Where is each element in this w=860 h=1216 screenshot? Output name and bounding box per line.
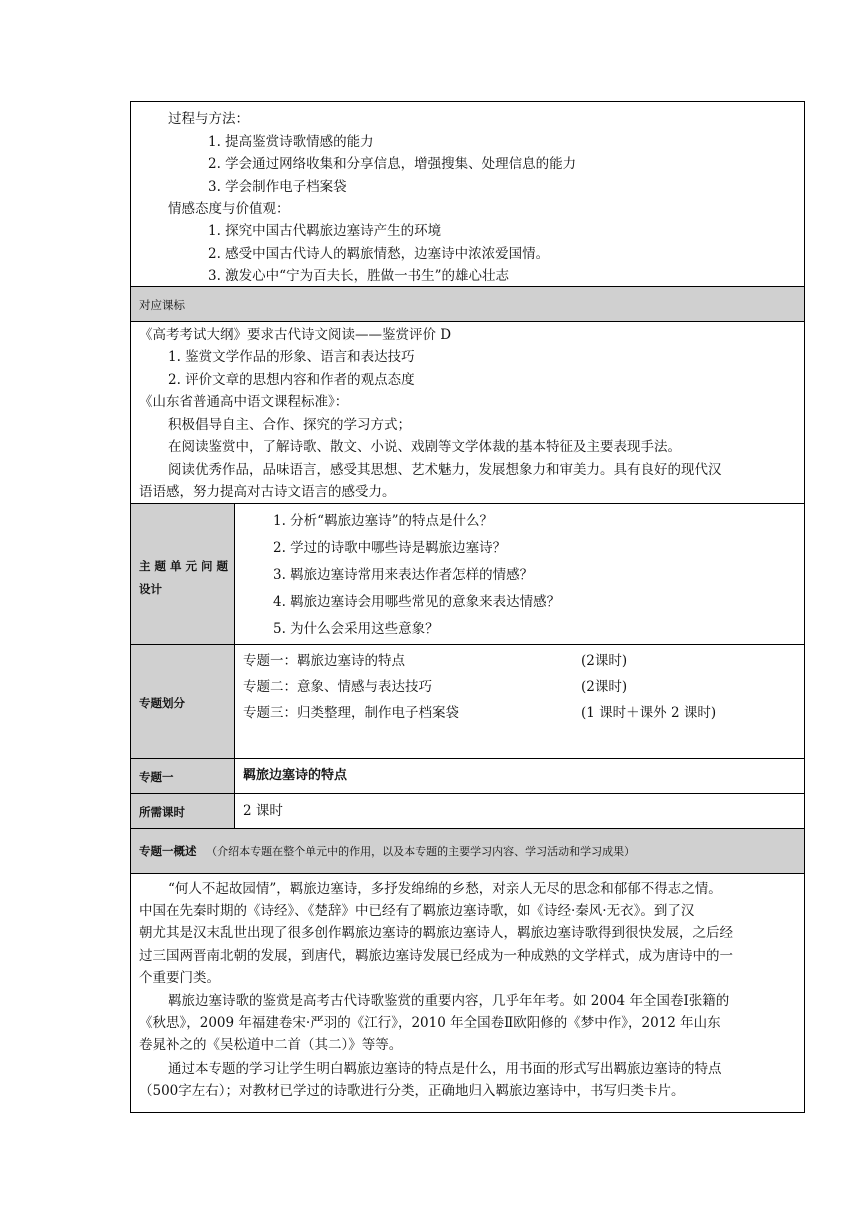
topic-hours: (2课时) bbox=[581, 679, 628, 695]
standards-content bbox=[131, 321, 804, 503]
overview-line: 羁旅边塞诗歌的鉴赏是高考古代诗歌鉴赏的重要内容，几乎年年考。如 2004 年全国卷Ⅰ张籍的 bbox=[168, 993, 730, 1009]
standards-line: 《高考考试大纲》要求古代诗文阅读——鉴赏评价 D bbox=[139, 327, 452, 343]
overview-line: 卷晁补之的《吴松道中二首（其二）》等等。 bbox=[139, 1037, 403, 1053]
hours-value: 2 课时 bbox=[243, 803, 283, 819]
objective-item: 1. 探究中国古代羁旅边塞诗产生的环境 bbox=[208, 223, 442, 239]
questions-row bbox=[131, 503, 804, 644]
topics-label: 专题划分 bbox=[139, 696, 185, 710]
column-divider bbox=[234, 504, 235, 644]
standards-line: 《山东省普通高中语文课程标准》： bbox=[139, 394, 349, 410]
question-item: 2. 学过的诗歌中哪些诗是羁旅边塞诗？ bbox=[273, 540, 507, 556]
topic1-row bbox=[131, 758, 804, 793]
overview-line: 朝尤其是汉末乱世出现了很多创作羁旅边塞诗的羁旅边塞诗人，羁旅边塞诗歌得到很快发展，之后经 bbox=[139, 925, 733, 941]
topic-name: 专题一：羁旅边塞诗的特点 bbox=[243, 653, 405, 669]
topic-name: 专题三：归类整理，制作电子档案袋 bbox=[243, 705, 459, 721]
overview-line: （500字左右）；对教材已学过的诗歌进行分类，正确地归入羁旅边塞诗中，书写归类卡片。 bbox=[139, 1083, 685, 1099]
overview-label: 专题一概述 bbox=[139, 844, 197, 858]
overview-line: 《秋思》，2009 年福建卷宋·严羽的《江行》，2010 年全国卷Ⅱ欧阳修的《梦中作》，2012 年山东 bbox=[139, 1015, 721, 1031]
overview-header bbox=[139, 843, 635, 859]
topic-hours: (2课时) bbox=[581, 653, 628, 669]
standards-header-row bbox=[131, 286, 804, 321]
overview-content bbox=[131, 873, 804, 1112]
standards-line: 2. 评价文章的思想内容和作者的观点态度 bbox=[168, 372, 415, 388]
overview-line: “何人不起故园情”，羁旅边塞诗，多抒发绵绵的乡愁，对亲人无尽的思念和郁郁不得志之情。 bbox=[168, 881, 722, 897]
hours-label-cell bbox=[131, 794, 234, 828]
standards-line: 在阅读鉴赏中，了解诗歌、散文、小说、戏剧等文学体裁的基本特征及主要表现手法。 bbox=[168, 439, 681, 455]
question-item: 1. 分析“羁旅边塞诗”的特点是什么？ bbox=[273, 513, 493, 529]
questions-label-line1: 主 题 单 元 问 题 bbox=[139, 559, 229, 573]
lesson-plan-table bbox=[130, 101, 805, 1113]
standards-line: 1. 鉴赏文学作品的形象、语言和表达技巧 bbox=[168, 349, 415, 365]
topic1-label: 专题一 bbox=[139, 770, 174, 784]
topics-label-cell bbox=[131, 645, 234, 758]
topic-name: 专题二：意象、情感与表达技巧 bbox=[243, 679, 432, 695]
overview-line: 过三国两晋南北朝的发展，到唐代，羁旅边塞诗发展已经成为一种成熟的文学样式，成为唐诗中的一 bbox=[139, 948, 733, 964]
column-divider bbox=[234, 794, 235, 828]
question-item: 5. 为什么会采用这些意象？ bbox=[273, 621, 439, 637]
overview-line: 中国在先秦时期的《诗经》、《楚辞》中已经有了羁旅边塞诗歌，如《诗经·秦风·无衣》。到了汉 bbox=[139, 903, 695, 919]
topics-row bbox=[131, 644, 804, 758]
overview-note: （介绍本专题在整个单元中的作用，以及本专题的主要学习内容、学习活动和学习成果） bbox=[206, 845, 636, 858]
objective-item: 2. 学会通过网络收集和分享信息，增强搜集、处理信息的能力 bbox=[208, 156, 577, 172]
overview-line: 通过本专题的学习让学生明白羁旅边塞诗的特点是什么，用书面的形式写出羁旅边塞诗的特点 bbox=[168, 1061, 722, 1077]
overview-line: 个重要门类。 bbox=[139, 970, 220, 986]
questions-label-line2: 设计 bbox=[139, 582, 162, 596]
objective-item: 3. 学会制作电子档案袋 bbox=[208, 179, 347, 195]
objective-item: 1. 提高鉴赏诗歌情感的能力 bbox=[208, 134, 374, 150]
objective-heading-process: 过程与方法： bbox=[168, 111, 249, 127]
topic-hours: (1 课时＋课外 2 课时) bbox=[581, 705, 717, 721]
topic1-value: 羁旅边塞诗的特点 bbox=[243, 768, 348, 783]
standards-line: 阅读优秀作品，品味语言，感受其思想、艺术魅力，发展想象力和审美力。具有良好的现代汉 bbox=[168, 462, 722, 478]
objective-item: 3. 激发心中“宁为百夫长，胜做一书生”的雄心壮志 bbox=[208, 268, 509, 284]
hours-label: 所需课时 bbox=[139, 805, 185, 819]
objectives-block bbox=[131, 102, 804, 286]
column-divider bbox=[234, 645, 235, 758]
question-item: 4. 羁旅边塞诗会用哪些常见的意象来表达情感？ bbox=[273, 594, 561, 610]
topic1-label-cell bbox=[131, 759, 234, 793]
column-divider bbox=[234, 759, 235, 793]
overview-header-row bbox=[131, 828, 804, 873]
standards-line: 语语感，努力提高对古诗文语言的感受力。 bbox=[139, 484, 396, 500]
standards-header: 对应课标 bbox=[139, 298, 185, 312]
questions-label-cell bbox=[131, 504, 234, 644]
hours-row bbox=[131, 793, 804, 828]
standards-line: 积极倡导自主、合作、探究的学习方式； bbox=[168, 417, 411, 433]
question-item: 3. 羁旅边塞诗常用来表达作者怎样的情感？ bbox=[273, 567, 534, 583]
objective-heading-attitude: 情感态度与价值观： bbox=[168, 201, 290, 217]
objective-item: 2. 感受中国古代诗人的羁旅情愁，边塞诗中浓浓爱国情。 bbox=[208, 246, 550, 262]
